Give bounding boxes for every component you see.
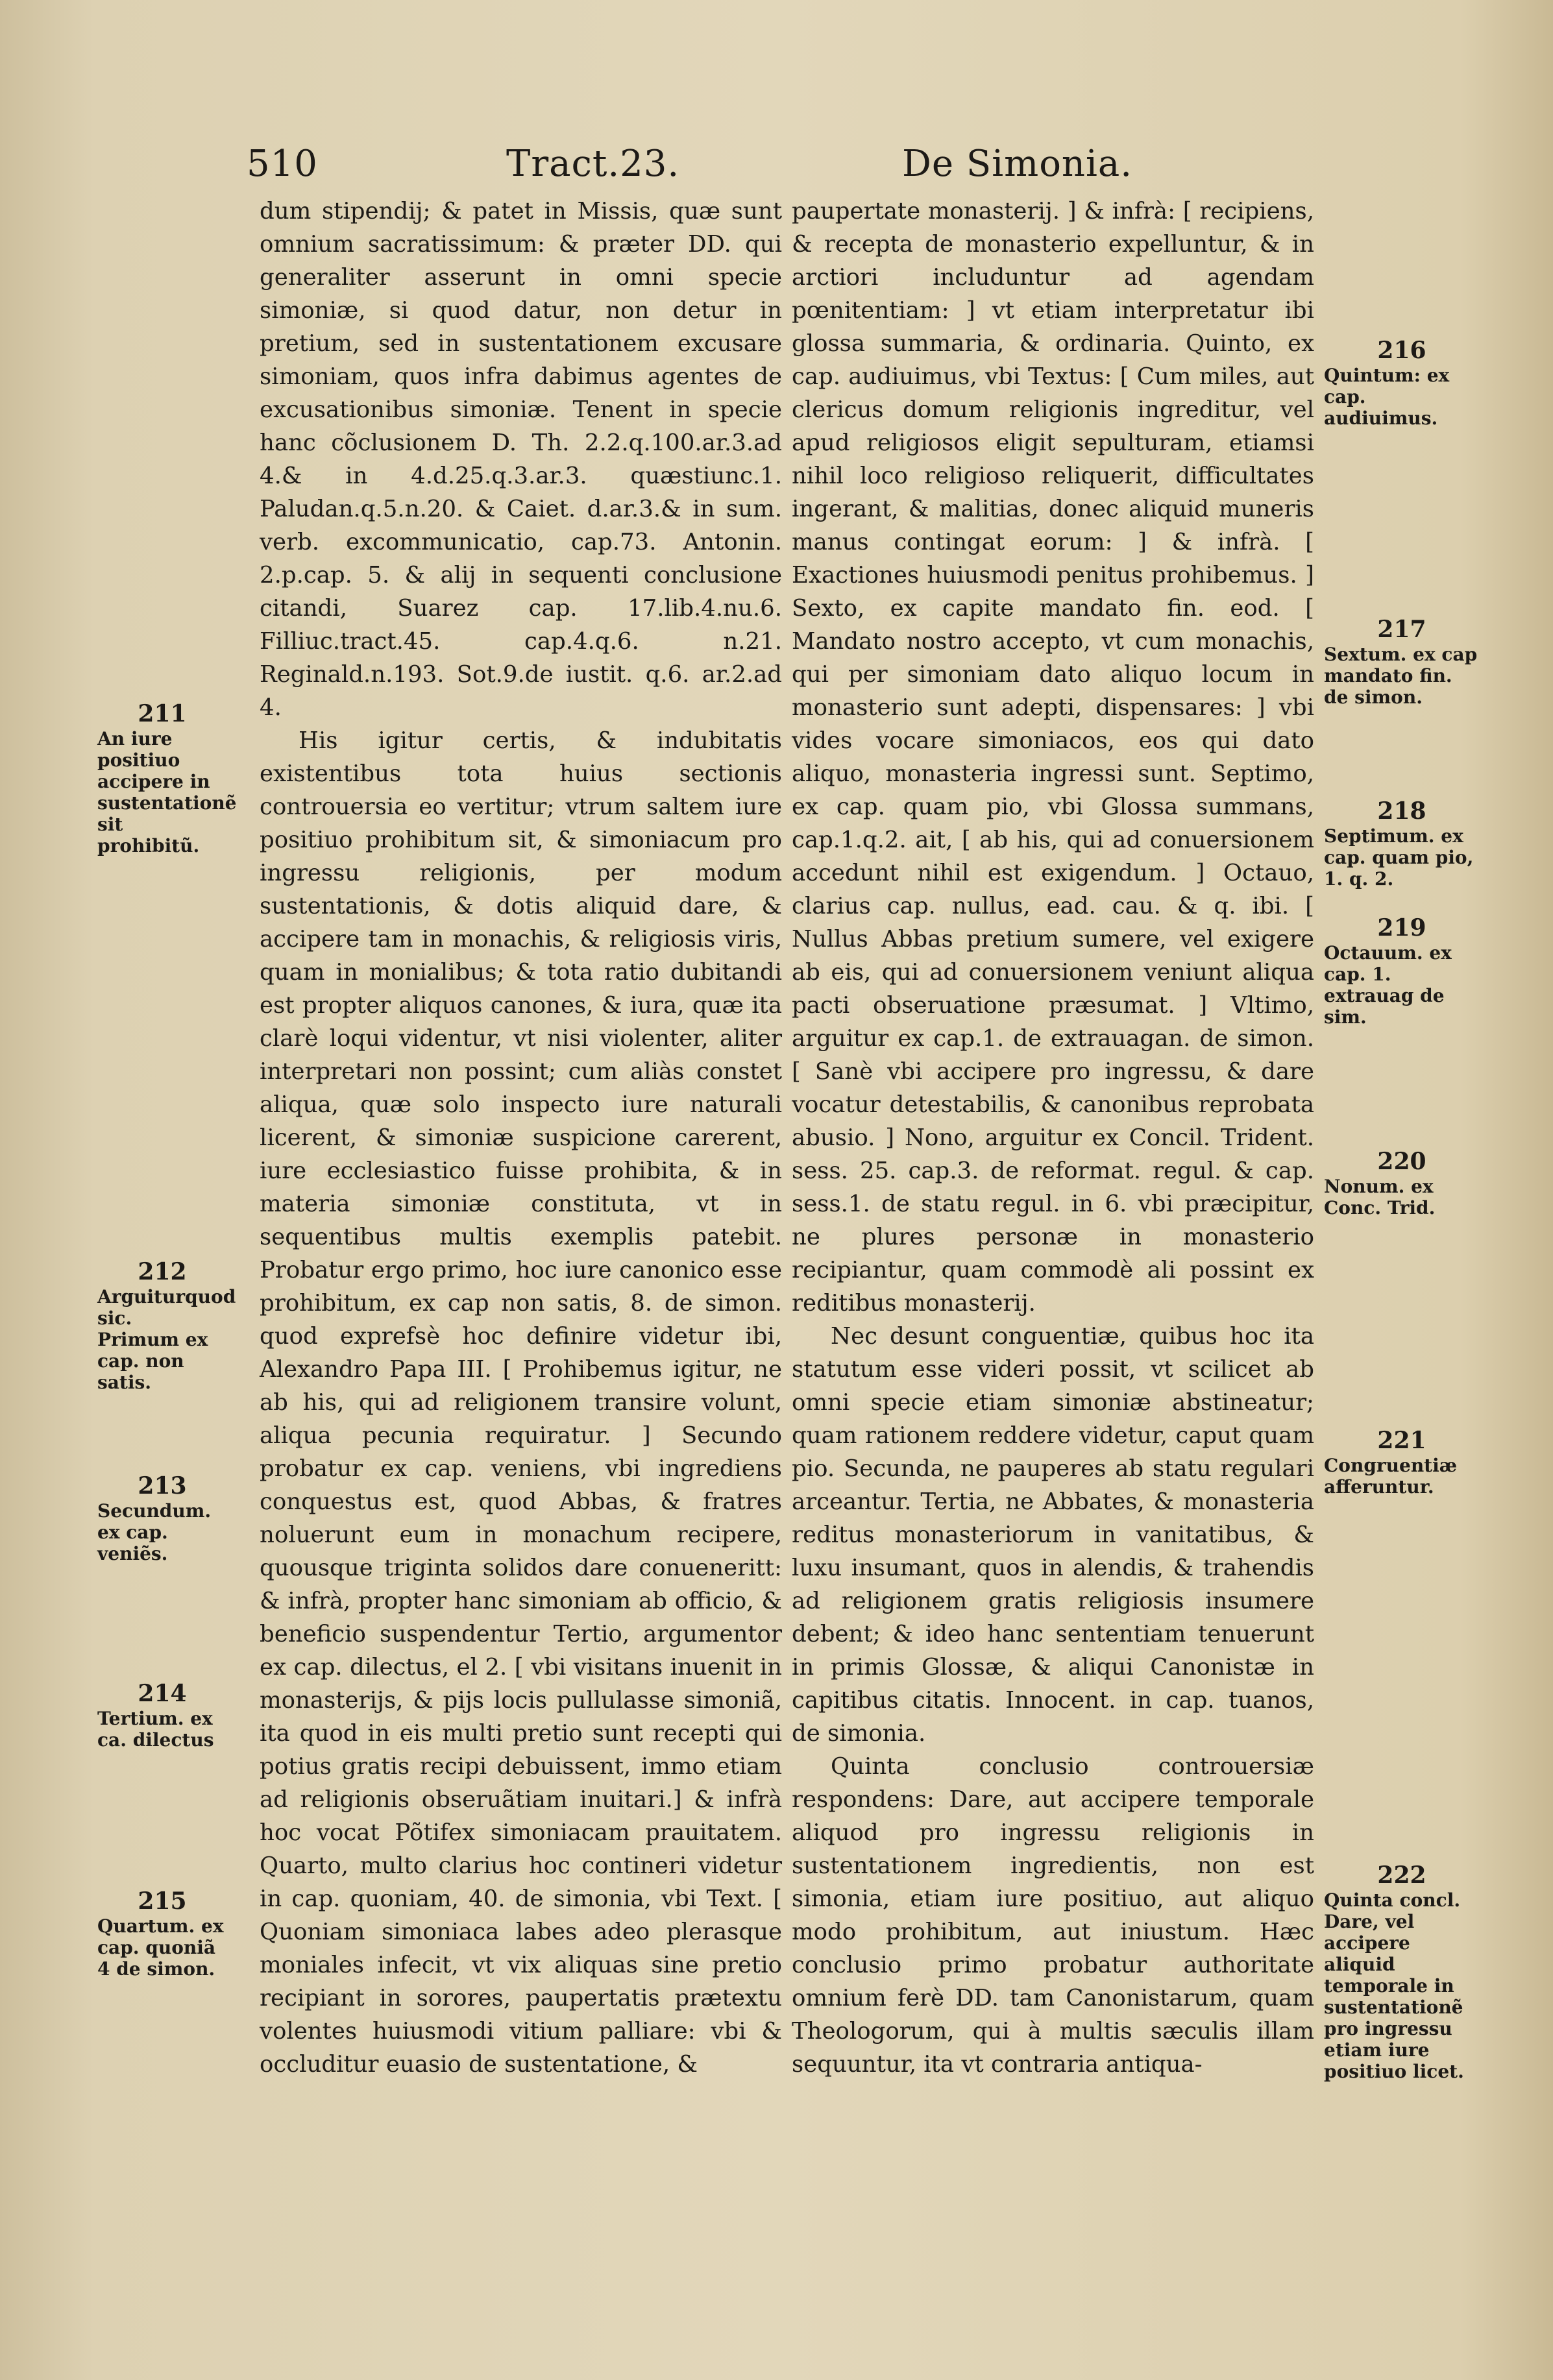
margin-note-text: An iure positiuo accipere in sustentationẽ sit prohibitũ. xyxy=(97,728,237,856)
margin-note-number: 219 xyxy=(1377,914,1426,941)
margin-note-214 xyxy=(97,1681,227,1751)
margin-note-215 xyxy=(97,1888,227,1980)
margin-note-text: Quintum: ex cap. audiuimus. xyxy=(1324,365,1450,429)
margin-note-212 xyxy=(97,1258,236,1393)
margin-note-219 xyxy=(1324,915,1480,1028)
margin-note-text: Sextum. ex cap mandato fin. de simon. xyxy=(1324,644,1478,708)
margin-note-221 xyxy=(1324,1427,1480,1498)
margin-note-number: 215 xyxy=(138,1888,187,1915)
right-paragraph: paupertate monasterij. ] & infrà: [ recipiens, & recepta de monasterio expelluntur, & in arctiori includuntur ad agendam pœnitentiam: ] vt etiam interpretatur ibi glossa summaria, & ordinaria. Quinto, ex cap. audiuimus, vbi Textus: [ Cum miles, aut clericus domum religionis ingreditur, vel apud religiosos eligit sepulturam, etiamsi nihil loco religioso reliquerit, difficultates ingerant, & malitias, donec aliquid muneris manus contingat eorum: ] & infrà. [ Exactiones huiusmodi penitus prohibemus. ] Sexto, ex capite mandato fin. eod. [ Mandato nostro accepto, vt cum monachis, qui per simoniam dato aliquo locum in monasterio sunt adepti, dispensares: ] vbi vides vocare simoniacos, eos qui dato aliquo, monasteria ingressi sunt. Septimo, ex cap. quam pio, vbi Glossa summans, cap.1.q.2. ait, [ ab his, qui ad conuersionem accedunt nihil est exigendum. ] Octauo, clarius cap. nullus, ead. cau. & q. ibi. [ Nullus Abbas pretium sumere, vel exigere ab eis, qui ad conuersionem veniunt aliqua pacti obseruatione præsumat. ] Vltimo, arguitur ex cap.1. de extrauagan. de simon. [ Sanè vbi accipere pro ingressu, & dare vocatur detestabilis, & canonibus reprobata abusio. ] Nono, arguitur ex Concil. Trident. sess. 25. cap.3. de reformat. regul. & cap. sess.1. de statu regul. in 6. vbi præcipitur, ne plures personæ in monasterio recipiantur, quam commodè ali possint ex reditibus monasterij. xyxy=(792,198,1314,1317)
margin-note-217 xyxy=(1324,616,1480,708)
margin-note-number: 214 xyxy=(138,1680,187,1707)
right-paragraph: Nec desunt conguentiæ, quibus hoc ita statutum esse videri possit, vt scilicet ab omni specie etiam simoniæ abstineatur; quam rationem reddere videtur, caput quam pio. Secunda, ne pauperes ab statu regulari arceantur. Tertia, ne Abbates, & monasteria reditus monasteriorum in vanitatibus, & luxu insumant, quos in alendis, & trahendis ad religionem gratis religiosis insumere debent; & ideo hanc sententiam tenuerunt in primis Glossæ, & aliqui Canonistæ in capitibus citatis. Innocent. in cap. tuanos, de simonia. xyxy=(792,1323,1314,1747)
running-header xyxy=(247,135,1311,193)
margin-note-text: Nonum. ex Conc. Trid. xyxy=(1324,1176,1436,1219)
margin-note-text: Congruentiæ afferuntur. xyxy=(1324,1455,1458,1498)
margin-note-number: 216 xyxy=(1377,337,1426,364)
margin-note-number: 221 xyxy=(1377,1427,1426,1454)
margin-note-218 xyxy=(1324,798,1480,890)
margin-note-text: Tertium. ex ca. dilectus xyxy=(97,1708,214,1751)
margin-note-number: 212 xyxy=(138,1258,187,1285)
left-paragraph: His igitur certis, & indubitatis existentibus tota huius sectionis controuersia eo vertitur; vtrum saltem iure positiuo prohibitum sit, & simoniacum pro ingressu religionis, per modum sustentationis, & dotis aliquid dare, & accipere tam in monachis, & religiosis viris, quam in monialibus; & tota ratio dubitandi est propter aliquos canones, & iura, quæ ita clarè loqui videntur, vt nisi violenter, aliter interpretari non possint; cum aliàs constet aliqua, quæ solo inspecto iure naturali licerent, & simoniæ suspicione carerent, iure ecclesiastico fuisse prohibita, & in materia simoniæ constituta, vt in sequentibus multis exemplis patebit. Probatur ergo primo, hoc iure canonico esse prohibitum, ex cap non satis, 8. de simon. quod exprefsè hoc definire videtur ibi, Alexandro Papa III. [ Prohibemus igitur, ne ab his, qui ad religionem transire volunt, aliqua pecunia requiratur. ] Secundo probatur ex cap. veniens, vbi ingrediens conquestus est, quod Abbas, & fratres noluerunt eum in monachum recipere, quousque triginta solidos dare conueneritt: & infrà, propter hanc simoniam ab officio, & beneficio suspendentur Tertio, argumentor ex cap. dilectus, el 2. [ vbi visitans inuenit in monasterijs, & pijs locis pullulasse simoniã, ita quod in eis multi pretio sunt recepti qui potius gratis recipi debuissent, immo etiam ad religionis obseruãtiam inuitari.] & infrà hoc vocat Põtifex simoniacam prauitatem. Quarto, multo clarius hoc contineri videtur in cap. quoniam, 40. de simonia, vbi Text. [ Quoniam simoniaca labes adeo plerasque moniales infecit, vt vix aliquas sine pretio recipiant in sorores, paupertatis prætextu volentes huiusmodi vitium palliare: vbi & occluditur euasio de sustentatione, & xyxy=(260,727,782,2078)
margin-note-text: Quartum. ex cap. quoniã 4 de simon. xyxy=(97,1915,224,1980)
margin-note-text: Septimum. ex cap. quam pio, 1. q. 2. xyxy=(1324,825,1474,890)
left-text-column xyxy=(260,195,782,2081)
margin-note-211 xyxy=(97,700,237,856)
margin-note-220 xyxy=(1324,1148,1480,1219)
margin-note-text: Quinta concl. Dare, vel accipere aliquid temporale in sustentationẽ pro ingressu etiam iure positiuo licet. xyxy=(1324,1889,1464,2082)
margin-note-text: Octauum. ex cap. 1. extrauag de sim. xyxy=(1324,942,1452,1028)
margin-note-216 xyxy=(1324,337,1480,429)
margin-note-text: Arguiturquod sic. Primum ex cap. non satis. xyxy=(97,1286,236,1393)
margin-note-number: 220 xyxy=(1377,1148,1426,1175)
margin-note-222 xyxy=(1324,1862,1480,2082)
margin-note-number: 217 xyxy=(1377,616,1426,643)
section-title: De Simonia. xyxy=(902,143,1133,185)
margin-note-text: Secundum. ex cap. veniẽs. xyxy=(97,1500,212,1564)
margin-note-number: 218 xyxy=(1377,797,1426,825)
margin-note-number: 213 xyxy=(138,1472,187,1500)
page-number: 510 xyxy=(247,143,318,185)
margin-note-number: 211 xyxy=(138,700,187,727)
margin-note-number: 222 xyxy=(1377,1862,1426,1889)
margin-note-213 xyxy=(97,1473,227,1564)
treatise-title: Tract.23. xyxy=(506,143,680,185)
left-paragraph: dum stipendij; & patet in Missis, quæ sunt omnium sacratissimum: & præter DD. qui generaliter asserunt in omni specie simoniæ, si quod datur, non detur in pretium, sed in sustentationem excusare simoniam, quos infra dabimus agentes de excusationibus simoniæ. Tenent in specie hanc cõclusionem D. Th. 2.2.q.100.ar.3.ad 4.& in 4.d.25.q.3.ar.3. quæstiunc.1. Paludan.q.5.n.20. & Caiet. d.ar.3.& in sum. verb. excommunicatio, cap.73. Antonin. 2.p.cap. 5. & alij in sequenti conclusione citandi, Suarez cap. 17.lib.4.nu.6. Filliuc.tract.45. cap.4.q.6. n.21. Reginald.n.193. Sot.9.de iustit. q.6. ar.2.ad 4. xyxy=(260,198,782,721)
right-text-column xyxy=(792,195,1314,2081)
right-paragraph: Quinta conclusio controuersiæ respondens: Dare, aut accipere temporale aliquod pro ingressu religionis in sustentationem ingredientis, non est simonia, etiam iure positiuo, aut aliquo modo prohibitum, aut iniustum. Hæc conclusio primo probatur authoritate omnium ferè DD. tam Canonistarum, quam Theologorum, qui à multis sæculis illam sequuntur, ita vt contraria antiqua- xyxy=(792,1753,1314,2078)
